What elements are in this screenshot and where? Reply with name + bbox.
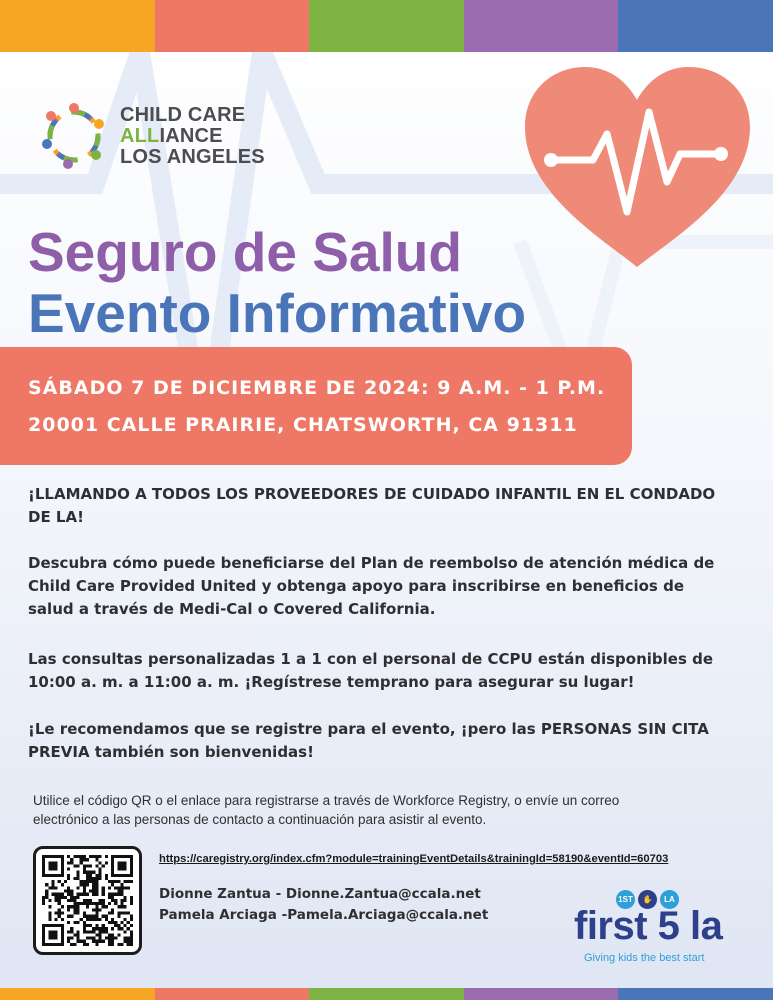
first5la-logo: [574, 890, 734, 970]
call-to-providers: ¡LLAMANDO A TODOS LOS PROVEEDORES DE CUIDADO INFANTIL EN EL CONDADO DE LA!: [28, 485, 716, 526]
first5la-badge-la: LA: [660, 890, 679, 909]
bottom-color-stripe: [0, 988, 773, 1000]
first5la-wordmark: first 5 la: [574, 904, 723, 948]
logo-line-3: LOS ANGELES: [120, 145, 265, 168]
event-address: 20001 CALLE PRAIRIE, CHATSWORTH, CA 91311: [28, 414, 578, 436]
logo-highlight: ALL: [120, 124, 160, 147]
first5la-tagline: Giving kids the best start: [584, 952, 705, 964]
consultation-paragraph: Las consultas personalizadas 1 a 1 con el personal de CCPU están disponibles de 10:00 a. m. a 11:00 a. m. ¡Regístrese temprano para asegurar su lugar!: [28, 650, 714, 691]
logo-line-2: [120, 126, 265, 147]
registration-note: Utilice el código QR o el enlace para registrarse a través de Workforce Registry, o envíe un correo electrónico a las personas de contacto a continuación para asistir al evento.: [33, 793, 620, 827]
qr-code-image: [42, 855, 133, 946]
ccala-wordmark: [120, 105, 265, 168]
first5la-badge-1st: 1ST: [616, 890, 635, 909]
ccala-people-ring-icon: [38, 100, 110, 172]
benefits-paragraph: Descubra cómo puede beneficiarse del Plan de reembolso de atención médica de Child Care Provided United y obtenga apoyo para inscribirse en beneficios de salud a través de Medi-Cal o Covered California.: [28, 554, 715, 618]
heart-pulse-icon: [515, 62, 760, 272]
title-line-1: Seguro de Salud: [28, 221, 462, 283]
contact-pamela: Pamela Arciaga -Pamela.Arciaga@ccala.net: [159, 907, 489, 923]
contact-dionne: Dionne Zantua - Dionne.Zantua@ccala.net: [159, 886, 481, 902]
registration-link[interactable]: https://caregistry.org/index.cfm?module=trainingEventDetails&trainingId=58190&eventId=60703: [159, 853, 669, 865]
walk-in-paragraph: ¡Le recomendamos que se registre para el evento, ¡pero las PERSONAS SIN CITA PREVIA también son bienvenidas!: [28, 720, 709, 761]
title-line-2: Evento Informativo: [28, 282, 527, 344]
top-color-stripe: [0, 0, 773, 52]
logo-line-2-rest: IANCE: [159, 124, 223, 147]
qr-code[interactable]: [33, 846, 142, 955]
ccala-logo: [38, 100, 265, 172]
logo-line-1: CHILD CARE: [120, 103, 246, 126]
event-date-time: SÁBADO 7 DE DICIEMBRE DE 2024: 9 A.M. - 1 P.M.: [28, 377, 606, 399]
hand-icon: ✋: [638, 890, 657, 909]
event-details-banner: [0, 347, 632, 465]
